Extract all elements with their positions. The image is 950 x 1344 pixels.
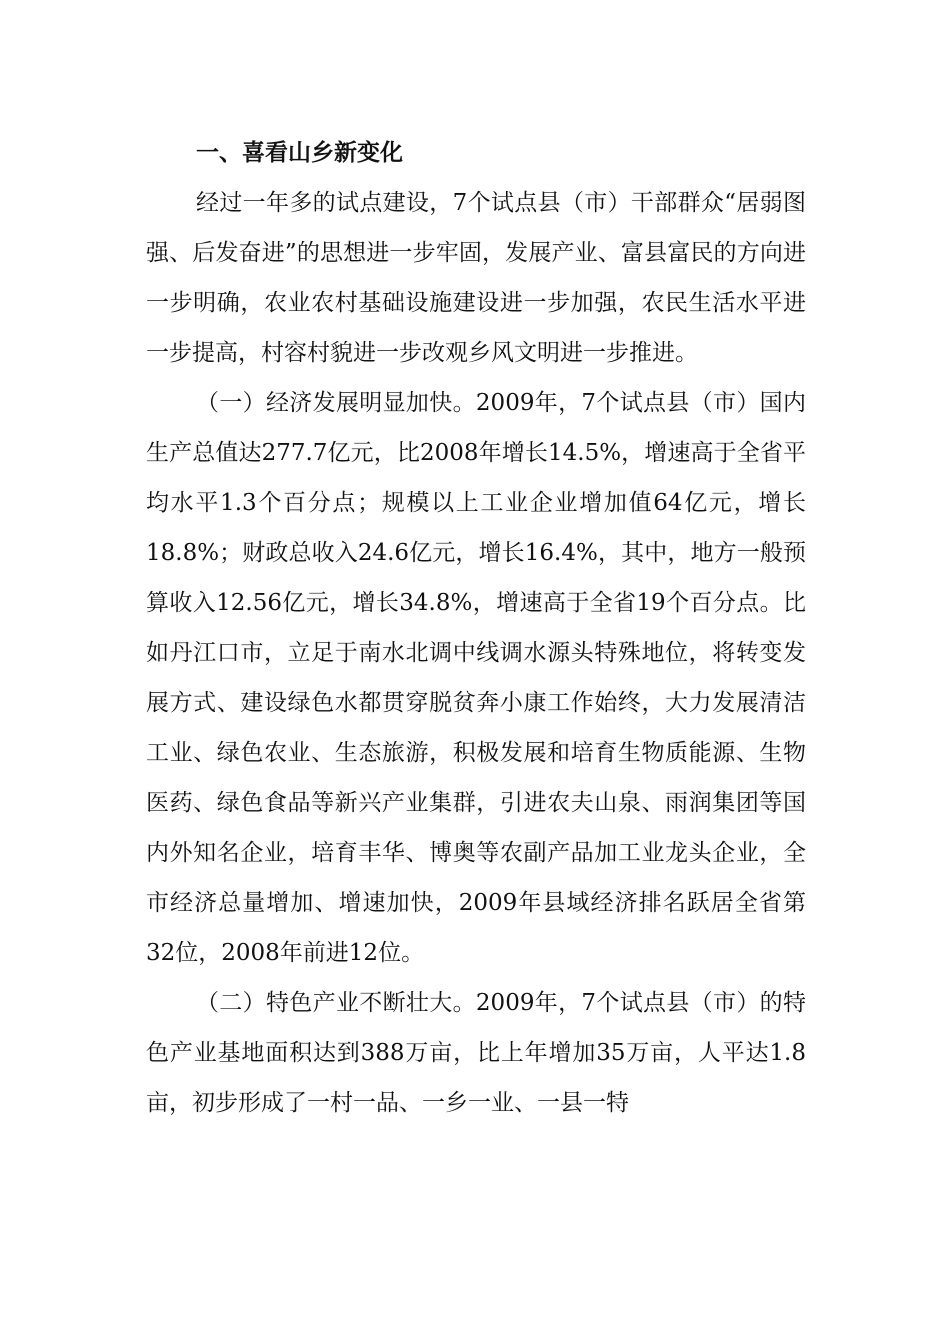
paragraph-text: 2009年，7个试点县（市）国内生产总值达277.7亿元，比2008年增长14.5%，增速高于全省平均水平1.3个百分点；规模以上工业企业增加值64亿元，增长18.8%；财政总收入24.6亿元，增长16.4%，其中，地方一般预算收入12.56亿元，增长34.8%，增速高于全省19个百分点。比如丹江口市，立足于南水北调中线调水源头特殊地位，将转变发展方式、建设绿色水都贯穿脱贫奔小康工作始终，大力发展清洁工业、绿色农业、生态旅游，积极发展和培育生物质能源、生物医药、绿色食品等新兴产业集群，引进农夫山泉、雨润集团等国内外知名企业，培育丰华、博奥等农副产品加工业龙头企业，全市经济总量增加、增速加快，2009年县域经济排名跃居全省第32位，2008年前进12位。 <box>146 390 807 966</box>
paragraph-text: 经过一年多的试点建设，7个试点县（市）干部群众“居弱图强、后发奋进”的思想进一步牢固，发展产业、富县富民的方向进一步明确，农业农村基础设施建设进一步加强，农民生活水平进一步提高，村容村貌进一步改观乡风文明进一步推进。 <box>146 190 806 366</box>
paragraph-economy <box>146 378 806 978</box>
section-heading: 一、喜看山乡新变化 <box>196 140 403 166</box>
paragraph-text: 2009年，7个试点县（市）的特色产业基地面积达到388万亩，比上年增加35万亩，人平达1.8亩，初步形成了一村一品、一乡一业、一县一特 <box>146 990 807 1116</box>
paragraph-intro <box>146 178 806 378</box>
paragraph-lead: （一）经济发展明显加快。 <box>196 390 476 416</box>
paragraph-industry <box>146 978 806 1128</box>
paragraph-lead: （二）特色产业不断壮大。 <box>196 990 476 1016</box>
document-body <box>146 128 806 1128</box>
